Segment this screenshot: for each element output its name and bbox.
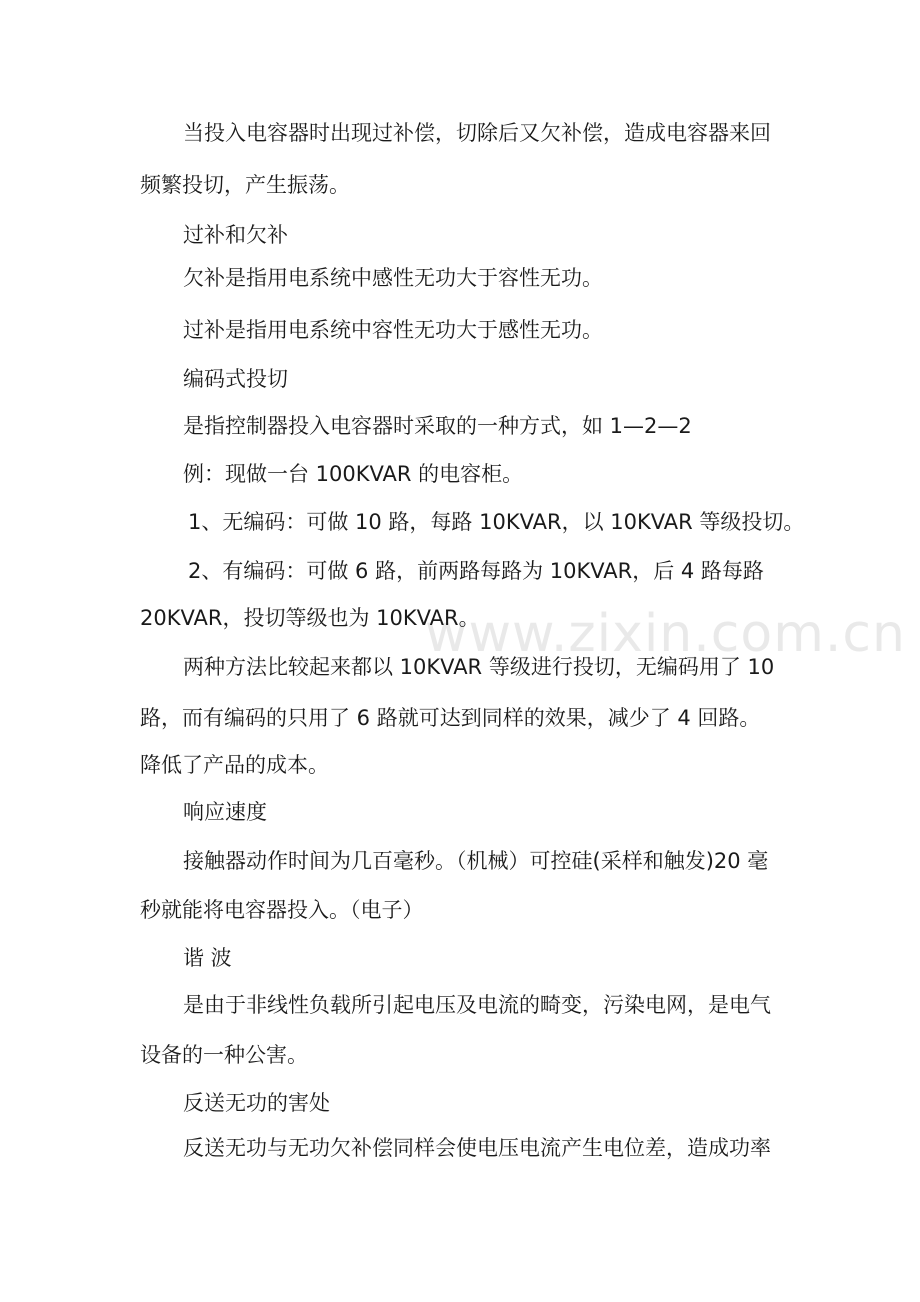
- list-item: 2、有编码：可做 6 路，前两路每路为 10KVAR，后 4 路每路: [188, 559, 764, 583]
- paragraph-line: 例：现做一台 100KVAR 的电容柜。: [183, 462, 524, 486]
- section-heading: 谐 波: [183, 946, 232, 970]
- watermark: www.zixin.com.cn: [425, 604, 906, 664]
- paragraph-line: 两种方法比较起来都以 10KVAR 等级进行投切，无编码用了 10: [183, 655, 775, 679]
- paragraph-line: 秒就能将电容器投入。（电子）: [140, 898, 424, 922]
- paragraph-line: 是指控制器投入电容器时采取的一种方式，如 1—2—2: [183, 414, 692, 438]
- paragraph-line: 20KVAR，投切等级也为 10KVAR。: [140, 606, 480, 630]
- paragraph-line: 设备的一种公害。: [140, 1043, 308, 1067]
- paragraph-line: 当投入电容器时出现过补偿，切除后又欠补偿，造成电容器来回: [183, 121, 771, 145]
- section-heading: 编码式投切: [183, 367, 288, 391]
- paragraph-line: 降低了产品的成本。: [140, 753, 329, 777]
- section-heading: 过补和欠补: [183, 223, 288, 247]
- paragraph-line: 是由于非线性负载所引起电压及电流的畸变，污染电网，是电气: [183, 993, 771, 1017]
- paragraph-line: 接触器动作时间为几百毫秒。（机械）可控硅(采样和触发)20 毫: [183, 849, 769, 873]
- paragraph-line: 过补是指用电系统中容性无功大于感性无功。: [183, 318, 603, 342]
- section-heading: 反送无功的害处: [183, 1091, 330, 1115]
- paragraph-line: 欠补是指用电系统中感性无功大于容性无功。: [183, 266, 603, 290]
- list-item: 1、无编码：可做 10 路，每路 10KVAR，以 10KVAR 等级投切。: [188, 510, 805, 534]
- paragraph-line: 频繁投切，产生振荡。: [140, 173, 350, 197]
- paragraph-line: 反送无功与无功欠补偿同样会使电压电流产生电位差，造成功率: [183, 1136, 771, 1160]
- paragraph-line: 路，而有编码的只用了 6 路就可达到同样的效果，减少了 4 回路。: [140, 706, 761, 730]
- section-heading: 响应速度: [183, 800, 267, 824]
